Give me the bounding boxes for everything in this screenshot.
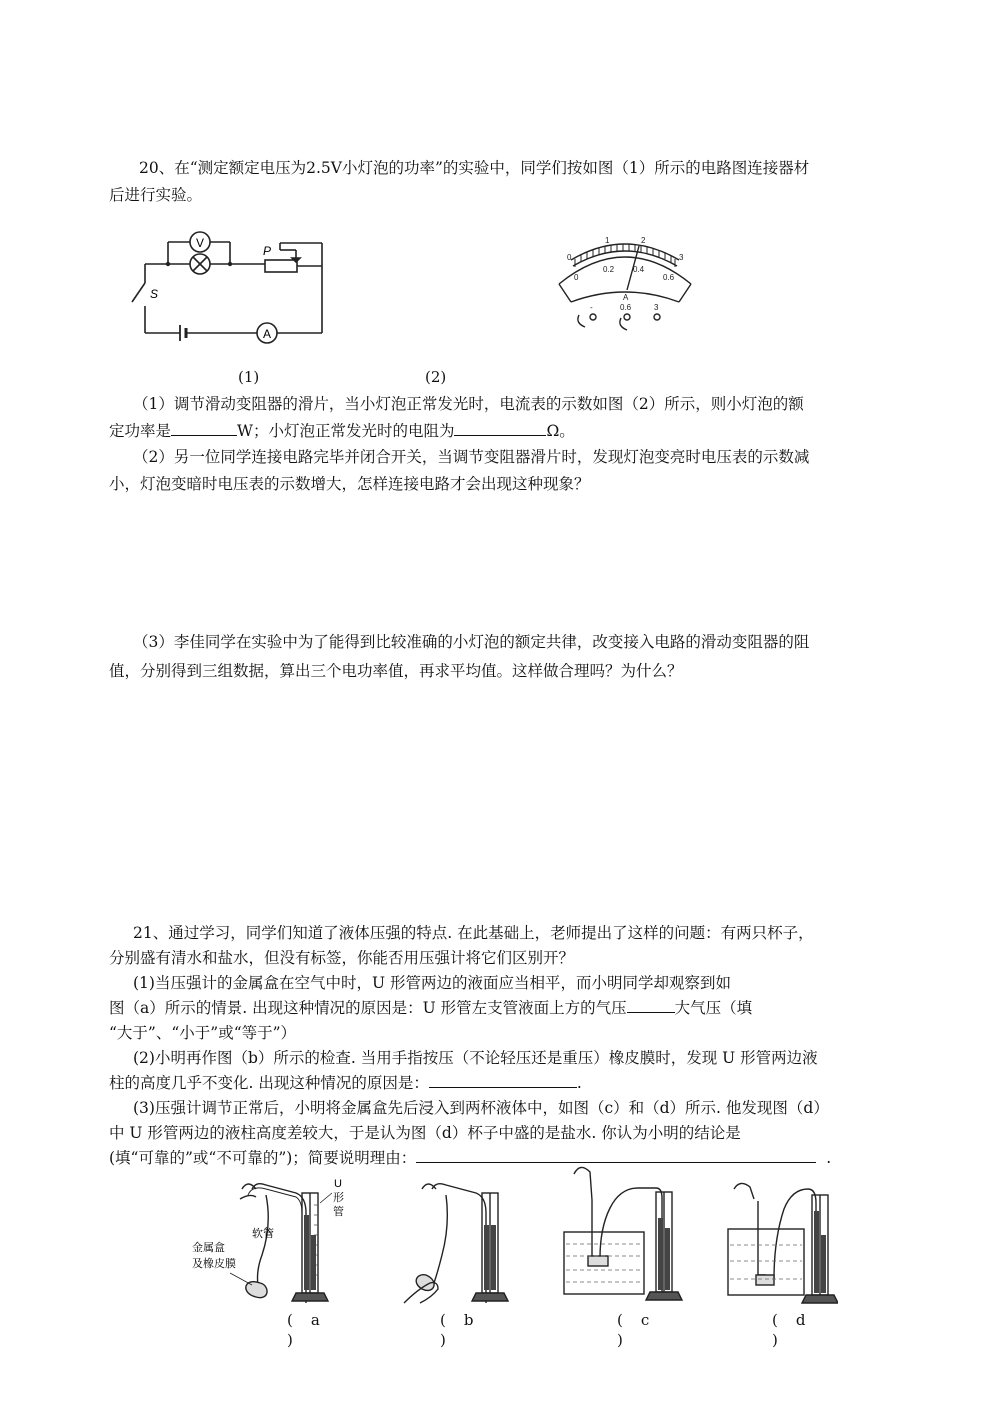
q21-line7-text-b: .: [576, 1074, 582, 1092]
u-tube-label-1: U: [334, 1178, 342, 1190]
slider-label: P: [263, 244, 272, 258]
q20-intro-line1: 20、在“测定额定电压为2.5V小灯泡的功率”的实验中，同学们按如图（1）所示的电路图连接器材: [139, 159, 810, 177]
caption-d-close: ): [772, 1331, 778, 1349]
dial-terminal-3: 3: [654, 303, 659, 312]
caption-a-close: ): [287, 1331, 293, 1349]
dial-top-tick-0: 0: [567, 253, 572, 262]
q20-part1-text-c: Ω。: [546, 422, 575, 440]
dial-top-tick-3: 3: [679, 253, 684, 262]
q21-line1: 21、通过学习，同学们知道了液体压强的特点. 在此基础上，老师提出了这样的问题：有两只杯子，: [133, 924, 814, 942]
hose-label: 软管: [252, 1227, 274, 1240]
dial-terminal-0.6: 0.6: [620, 303, 632, 312]
reason-answer-blank[interactable]: [429, 1073, 577, 1088]
caption-d-letter: d: [795, 1311, 806, 1329]
q21-line4: [109, 997, 752, 1019]
q20-part1-text-b: W；小灯泡正常发光时的电阻为: [237, 422, 455, 440]
q21-line10-text-a: (填“可靠的”或“不可靠的”)；简要说明理由：: [109, 1149, 417, 1167]
figure-a-manometer: [190, 1175, 360, 1310]
q21-line10-text-b: .: [826, 1149, 832, 1167]
dial-bottom-tick-0: 0: [574, 273, 579, 282]
q21-line2: 分别盛有清水和盐水，但没有标签，你能否用压强计将它们区别开？: [109, 949, 575, 967]
q21-line8: (3)压强计调节正常后，小明将金属盒先后浸入到两杯液体中，如图（c）和（d）所示. 他发现图（d）: [133, 1099, 829, 1117]
figure-1-caption: (1): [238, 368, 260, 386]
q21-line9: 中 U 形管两边的液柱高度差较大，于是认为图（d）杯子中盛的是盐水. 你认为小明的结论是: [109, 1124, 741, 1142]
q20-part3-line2: 值，分别得到三组数据，算出三个电功率值，再求平均值。这样做合理吗？为什么？: [109, 662, 683, 680]
caption-b: [440, 1310, 473, 1350]
caption-b-letter: b: [463, 1311, 474, 1329]
q21-line4-text-a: 图（a）所示的情景. 出现这种情况的原因是：U 形管左支管液面上方的气压: [109, 999, 627, 1017]
dial-top-tick-1: 1: [605, 236, 610, 245]
q20-part1-line2: [109, 420, 575, 442]
caption-b-close: ): [440, 1331, 446, 1349]
dial-top-tick-2: 2: [641, 236, 646, 245]
power-answer-blank[interactable]: [171, 421, 237, 436]
caption-c-open: (: [617, 1311, 623, 1329]
metal-box-label-2: 及橡皮膜: [192, 1257, 236, 1270]
circuit-diagram: [120, 228, 350, 348]
q20-part2-line2: 小，灯泡变暗时电压表的示数增大，怎样连接电路才会出现这种现象？: [109, 475, 590, 493]
q21-line3: (1)当压强计的金属盒在空气中时，U 形管两边的液面应当相平，而小明同学却观察到如: [133, 974, 731, 992]
q20-part1-text-a: 定功率是: [109, 422, 172, 440]
caption-c-close: ): [617, 1331, 623, 1349]
u-tube-label-3: 管: [333, 1205, 344, 1218]
resistance-answer-blank[interactable]: [454, 421, 546, 436]
figure-2-caption: (2): [425, 368, 447, 386]
q20-intro-line2: 后进行实验。: [109, 186, 203, 204]
dial-terminal-minus: -: [590, 303, 593, 312]
caption-d-open: (: [772, 1311, 778, 1329]
caption-d: [772, 1310, 805, 1350]
dial-unit: A: [623, 293, 629, 302]
figure-b-manometer: [400, 1175, 510, 1310]
caption-a-letter: a: [310, 1311, 320, 1329]
q20-part3-line1: （3）李佳同学在实验中为了能得到比较准确的小灯泡的额定共律，改变接入电路的滑动变阻器的阻: [133, 633, 810, 651]
figure-c-manometer: [560, 1160, 690, 1310]
q21-line4-text-b: 大气压（填: [674, 999, 753, 1017]
caption-a-open: (: [287, 1311, 293, 1329]
u-tube-label-2: 形: [333, 1191, 344, 1204]
q20-part1-line1: （1）调节滑动变阻器的滑片，当小灯泡正常发光时，电流表的示数如图（2）所示，则小灯泡的额: [133, 395, 804, 413]
q21-line5: “大于”、“小于”或“等于”）: [109, 1024, 297, 1042]
rheostat-rect: [265, 260, 297, 272]
q21-line7-text-a: 柱的高度几乎不变化. 出现这种情况的原因是：: [109, 1074, 429, 1092]
q21-line10: [109, 1147, 831, 1169]
ammeter-label: A: [262, 327, 272, 341]
dial-bottom-tick-1: 0.2: [603, 265, 615, 274]
caption-a: [287, 1310, 320, 1350]
caption-c: [617, 1310, 649, 1350]
q20-part2-line1: （2）另一位同学连接电路完毕并闭合开关，当调节变阻器滑片时，发现灯泡变亮时电压表的示数减: [133, 448, 810, 466]
pressure-answer-blank[interactable]: [627, 998, 675, 1013]
voltmeter-label: V: [195, 236, 205, 250]
q21-line6: (2)小明再作图（b）所示的检查. 当用手指按压（不论轻压还是重压）橡皮膜时，发现 U 形管两边液: [133, 1049, 818, 1067]
caption-c-letter: c: [640, 1311, 650, 1329]
metal-box-label-1: 金属盒: [192, 1241, 225, 1254]
switch-label: S: [150, 287, 159, 301]
figure-d-manometer: [718, 1175, 838, 1310]
ammeter-dial: [545, 232, 705, 342]
dial-bottom-tick-3: 0.6: [663, 273, 675, 282]
q21-line7: [109, 1072, 582, 1094]
dial-bottom-tick-2: 0.4: [633, 265, 645, 274]
caption-b-open: (: [440, 1311, 446, 1329]
